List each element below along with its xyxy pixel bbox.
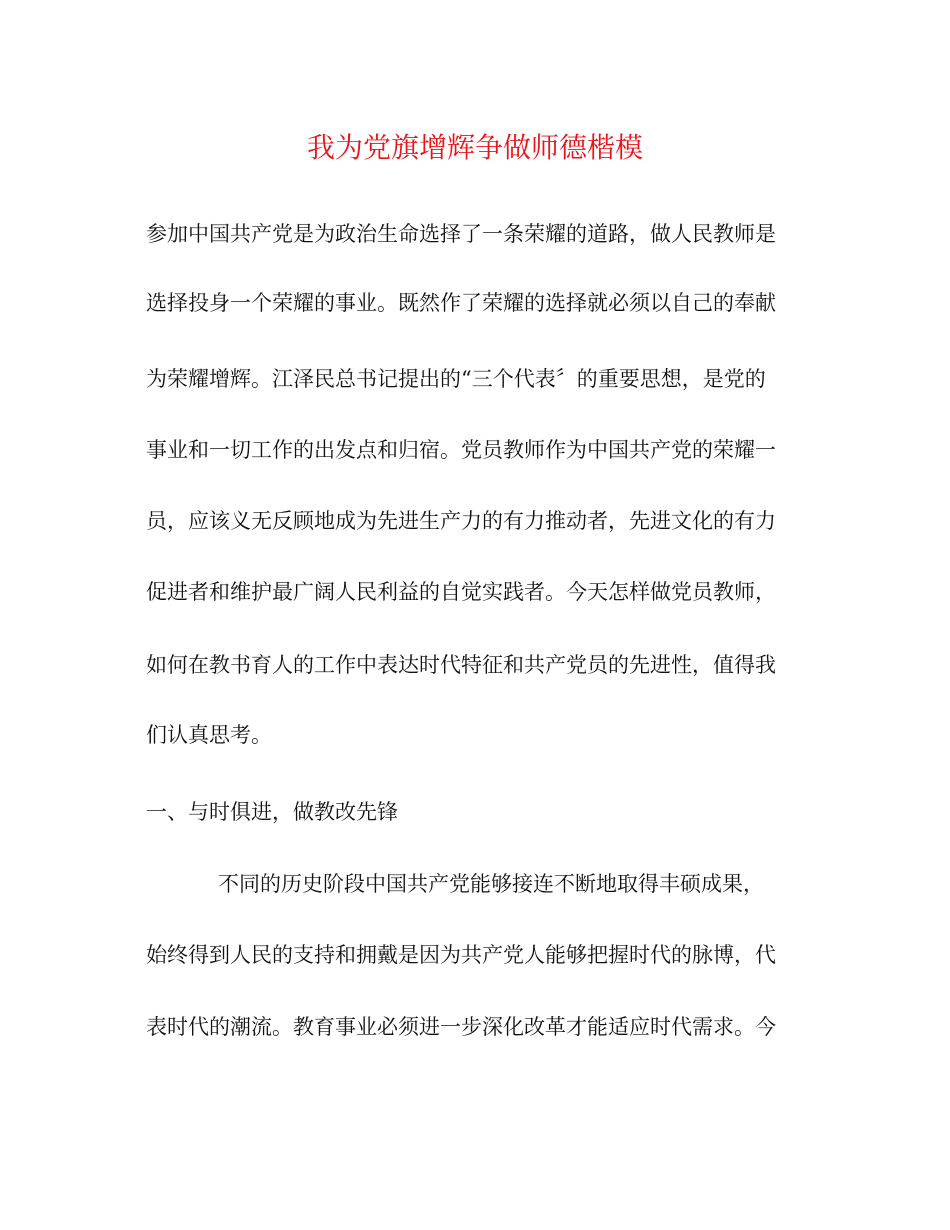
paragraph-line: 选择投身一个荣耀的事业。既然作了荣耀的选择就必须以自己的奉献 (146, 291, 776, 315)
paragraph-line: 如何在教书育人的工作中表达时代特征和共产党员的先进性，值得我 (146, 653, 776, 677)
paragraph-line: 促进者和维护最广阔人民利益的自觉实践者。今天怎样做党员教师， (146, 580, 776, 604)
paragraph-line: 表时代的潮流。教育事业必须进一步深化改革才能适应时代需求。今 (146, 1015, 776, 1039)
paragraph-line: 们认真思考。 (146, 723, 272, 747)
document-title: 我为党旗增辉争做师德楷模 (306, 131, 643, 164)
paragraph-line: 员，应该义无反顾地成为先进生产力的有力推动者，先进文化的有力 (146, 509, 776, 533)
paragraph-line: 不同的历史阶段中国共产党能够接连不断地取得丰硕成果， (218, 872, 764, 896)
paragraph-line: 为荣耀增辉。江泽民总书记提出的“三个代表〞的重要思想，是党的 (146, 367, 766, 391)
section-heading: 一、与时俱进，做教改先锋 (146, 800, 398, 824)
paragraph-line: 参加中国共产党是为政治生命选择了一条荣耀的道路，做人民教师是 (146, 222, 776, 246)
paragraph-line: 事业和一切工作的出发点和归宿。党员教师作为中国共产党的荣耀一 (146, 438, 776, 462)
paragraph-line: 始终得到人民的支持和拥戴是因为共产党人能够把握时代的脉博，代 (146, 943, 776, 967)
